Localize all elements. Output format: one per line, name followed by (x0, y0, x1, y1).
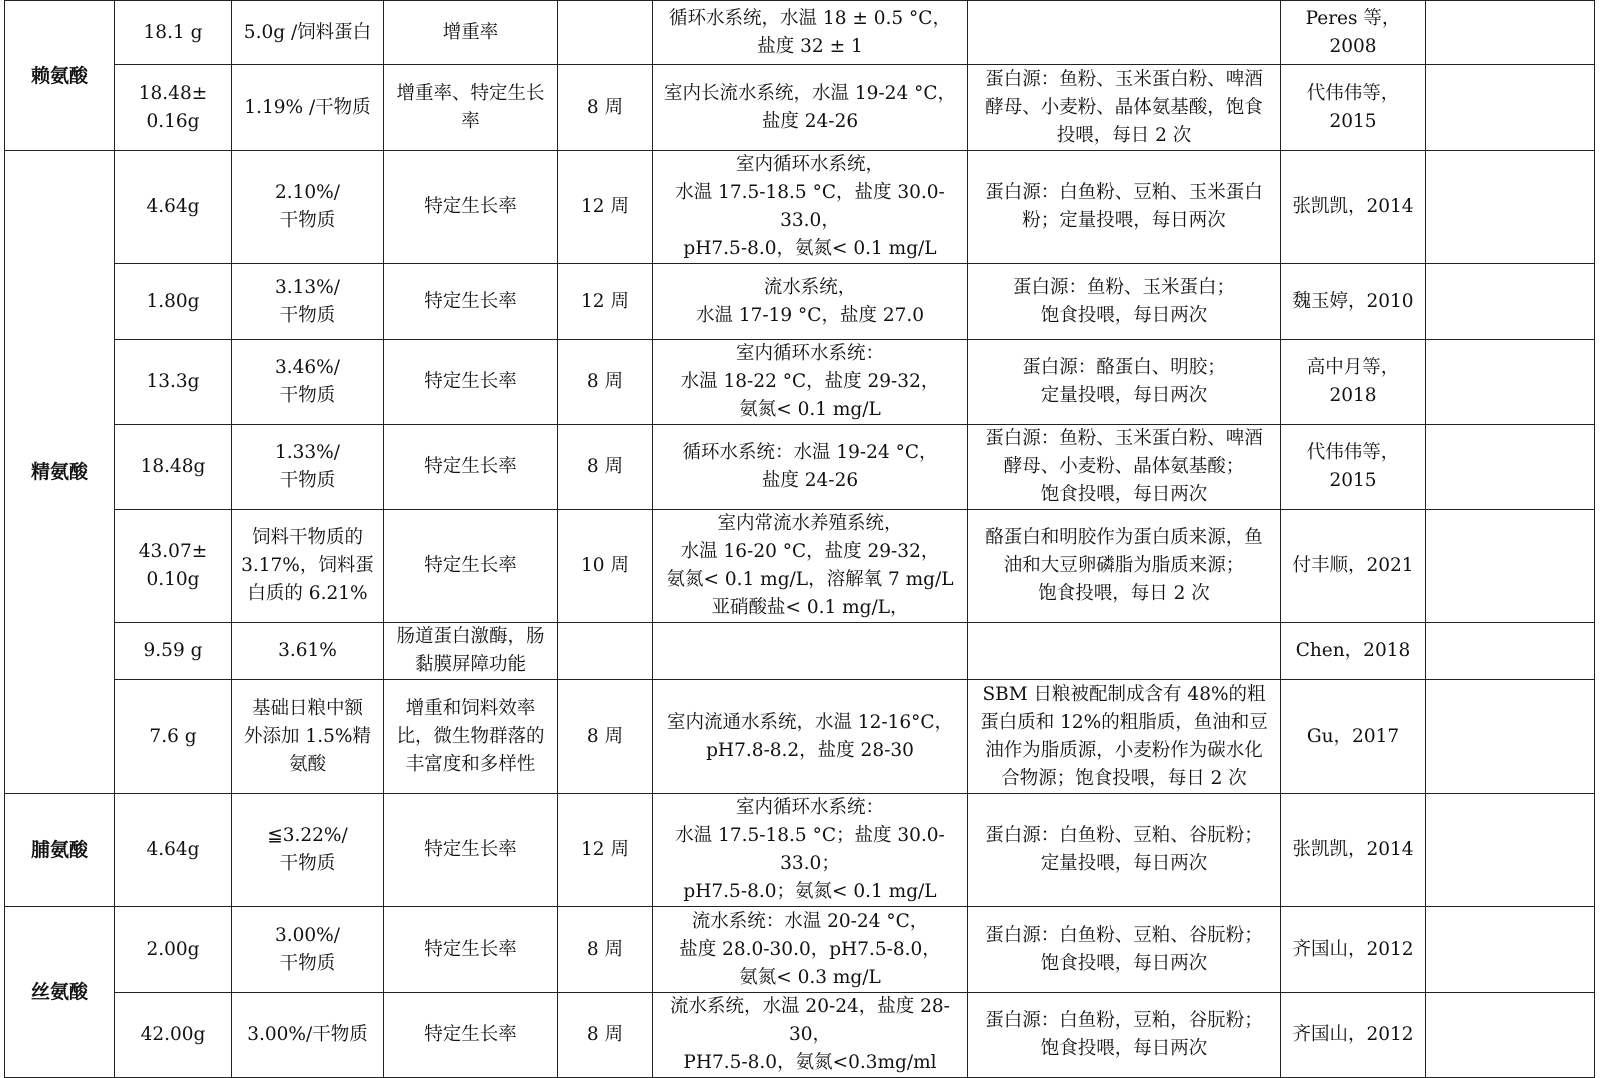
feed-details-cell (968, 794, 1281, 907)
cell-text-line: 基础日粮中额 (251, 697, 363, 719)
cell-text-line: 酵母、小麦粉、晶体氨基酸； (1003, 456, 1245, 477)
amino-acid-group-cell: 赖氨酸 (5, 1, 115, 151)
optimal-level-cell (232, 680, 384, 794)
amino-acid-group-cell: 脯氨酸 (5, 794, 115, 907)
cell-text-line: 18.48± (138, 82, 208, 104)
reference-cell (1281, 151, 1426, 264)
trial-period-cell: 8 周 (558, 65, 653, 151)
cell-text-line: 蛋白质和 12%的粗脂质，鱼油和豆 (980, 711, 1268, 733)
cell-text-line: 定量投喂，每日两次 (1040, 385, 1208, 406)
cell-text-line: 特定生长率 (424, 290, 517, 312)
evaluation-index-cell (384, 623, 558, 680)
feed-details-cell (968, 425, 1281, 510)
optimal-level-cell (232, 151, 384, 264)
empty-cell (1426, 623, 1595, 680)
culture-conditions-cell (653, 623, 968, 680)
evaluation-index-cell (384, 340, 558, 425)
cell-text-line: 增重和饲料效率 (405, 697, 536, 719)
optimal-level-cell (232, 907, 384, 993)
amino-acid-requirement-table (4, 0, 1595, 1078)
cell-text-line: 室内流通水系统，水温 12-16°C， (666, 711, 954, 733)
cell-text-line: 肠道蛋白激酶，肠 (396, 626, 545, 647)
cell-text-line: 特定生长率 (424, 456, 517, 477)
cell-text-line: 蛋白源：白鱼粉、豆粕、谷朊粉； (985, 825, 1263, 846)
feed-details-cell (968, 680, 1281, 794)
initial-weight-cell (115, 680, 232, 794)
cell-text-line: 4.64g (146, 839, 200, 860)
culture-conditions-cell (653, 340, 968, 425)
initial-weight-cell (115, 993, 232, 1078)
cell-text-line: ≦3.22%/ (267, 825, 348, 846)
cell-text-line: 循环水系统，水温 18 ± 0.5 °C， (669, 7, 951, 29)
amino-acid-group-cell: 丝氨酸 (5, 907, 115, 1078)
table-row (5, 65, 1595, 151)
cell-text-line: 丰富度和多样性 (405, 753, 536, 775)
cell-text-line: 亚硝酸盐< 0.1 mg/L， (711, 597, 909, 618)
cell-text-line: 蛋白源：白鱼粉，豆粕，谷朊粉； (985, 1010, 1263, 1031)
optimal-level-cell (232, 65, 384, 151)
cell-text-line: 18.1 g (143, 21, 203, 43)
cell-text-line: 9.59 g (143, 640, 203, 661)
evaluation-index-cell (384, 151, 558, 264)
cell-text-line: 蛋白源：鱼粉、玉米蛋白； (1012, 276, 1235, 298)
cell-text-line: 增重率 (442, 21, 499, 43)
table-row (5, 993, 1595, 1078)
cell-text-line: 流水系统， (763, 276, 857, 298)
trial-period-cell: 12 周 (558, 151, 653, 264)
optimal-level-cell (232, 264, 384, 340)
reference-cell (1281, 680, 1426, 794)
cell-text-line: Peres 等，2008 (1305, 7, 1401, 57)
feed-details-cell (968, 623, 1281, 680)
cell-text-line: 饱食投喂，每日两次 (1040, 1038, 1208, 1059)
empty-cell (1426, 65, 1595, 151)
cell-text-line: 氨氮< 0.3 mg/L (739, 966, 881, 988)
cell-text-line: 饱食投喂，每日 2 次 (1038, 583, 1210, 604)
table-row (5, 1, 1595, 65)
cell-text-line: 水温 16-20 °C，盐度 29-32， (680, 541, 940, 562)
reference-cell (1281, 993, 1426, 1078)
reference-cell (1281, 907, 1426, 993)
cell-text-line: 氨氮< 0.1 mg/L，溶解氧 7 mg/L (666, 569, 954, 590)
empty-cell (1426, 794, 1595, 907)
table-row (5, 680, 1595, 794)
cell-text-line: 氨酸 (288, 753, 326, 775)
cell-text-line: 特定生长率 (424, 371, 517, 392)
cell-text-line: 代伟伟等， (1306, 82, 1400, 104)
initial-weight-cell (115, 264, 232, 340)
initial-weight-cell (115, 794, 232, 907)
cell-text-line: 氨氮< 0.1 mg/L (739, 399, 881, 420)
cell-text-line: 干物质 (279, 470, 336, 491)
cell-text-line: 特定生长率 (424, 1024, 517, 1045)
cell-text-line: 3.17%，饲料蛋 (241, 555, 374, 576)
cell-text-line: 齐国山，2012 (1292, 938, 1414, 960)
cell-text-line: 0.10g (146, 569, 200, 590)
cell-text-line: 盐度 28.0-30.0，pH7.5-8.0， (679, 938, 941, 960)
cell-text-line: 合物源；饱食投喂，每日 2 次 (1001, 767, 1247, 789)
cell-text-line: 3.00%/ (274, 924, 340, 946)
cell-text-line: 盐度 24-26 (761, 470, 859, 491)
cell-text-line: 特定生长率 (424, 196, 517, 217)
cell-text-line: 3.00%/干物质 (247, 1024, 368, 1045)
cell-text-line: 1.19% /干物质 (244, 96, 371, 118)
empty-cell (1426, 907, 1595, 993)
reference-cell (1281, 264, 1426, 340)
table-body (5, 1, 1595, 1078)
evaluation-index-cell (384, 1, 558, 65)
feed-details-cell (968, 340, 1281, 425)
evaluation-index-cell (384, 65, 558, 151)
trial-period-cell: 8 周 (558, 680, 653, 794)
cell-text-line: 水温 17-19 °C，盐度 27.0 (695, 304, 925, 326)
empty-cell (1426, 510, 1595, 623)
cell-text-line: 饲料干物质的 (251, 527, 363, 548)
reference-cell (1281, 510, 1426, 623)
trial-period-cell: 12 周 (558, 794, 653, 907)
initial-weight-cell (115, 425, 232, 510)
optimal-level-cell (232, 623, 384, 680)
cell-text-line: pH7.5-8.0；氨氮< 0.1 mg/L (683, 881, 937, 902)
table-row (5, 510, 1595, 623)
cell-text-line: 饱食投喂，每日两次 (1040, 484, 1208, 505)
cell-text-line: 增重率、特定生长 (396, 82, 545, 104)
cell-text-line: 粉；定量投喂，每日两次 (1022, 210, 1226, 231)
culture-conditions-cell (653, 65, 968, 151)
culture-conditions-cell (653, 151, 968, 264)
cell-text-line: 定量投喂，每日两次 (1040, 853, 1208, 874)
feed-details-cell (968, 510, 1281, 623)
cell-text-line: 干物质 (279, 952, 336, 974)
cell-text-line: 高中月等， (1306, 357, 1400, 378)
cell-text-line: pH7.8-8.2，盐度 28-30 (706, 739, 914, 761)
cell-text-line: 代伟伟等， (1306, 442, 1400, 463)
evaluation-index-cell (384, 993, 558, 1078)
cell-text-line: 油作为脂质源，小麦粉作为碳水化 (985, 739, 1263, 761)
cell-text-line: 42.00g (140, 1024, 206, 1045)
cell-text-line: 室内循环水系统： (735, 797, 884, 818)
trial-period-cell: 10 周 (558, 510, 653, 623)
cell-text-line: 水温 17.5-18.5 °C；盐度 30.0-33.0； (675, 825, 945, 874)
optimal-level-cell (232, 794, 384, 907)
initial-weight-cell (115, 623, 232, 680)
culture-conditions-cell (653, 907, 968, 993)
cell-text-line: 张凯凯，2014 (1292, 839, 1414, 860)
culture-conditions-cell (653, 680, 968, 794)
cell-text-line: 齐国山，2012 (1292, 1024, 1414, 1045)
trial-period-cell: 12 周 (558, 264, 653, 340)
cell-text-line: 室内循环水系统： (735, 343, 884, 364)
empty-cell (1426, 680, 1595, 794)
cell-text-line: 室内常流水养殖系统， (717, 513, 903, 534)
cell-text-line: 蛋白源：白鱼粉、豆粕、谷朊粉； (985, 924, 1263, 946)
initial-weight-cell (115, 510, 232, 623)
culture-conditions-cell (653, 425, 968, 510)
optimal-level-cell (232, 510, 384, 623)
cell-text-line: 黏膜屏障功能 (414, 654, 526, 675)
cell-text-line: 外添加 1.5%精 (244, 725, 371, 747)
empty-cell (1426, 151, 1595, 264)
cell-text-line: 付丰顺，2021 (1292, 555, 1414, 576)
cell-text-line: 43.07± (138, 541, 208, 562)
reference-cell (1281, 65, 1426, 151)
cell-text-line: 4.64g (146, 196, 200, 217)
cell-text-line: 2015 (1329, 110, 1377, 132)
table-row (5, 907, 1595, 993)
evaluation-index-cell (384, 907, 558, 993)
cell-text-line: 2015 (1329, 470, 1377, 491)
cell-text-line: 投喂，每日 2 次 (1056, 124, 1192, 146)
trial-period-cell (558, 623, 653, 680)
cell-text-line: 室内长流水系统，水温 19-24 °C， (664, 82, 956, 104)
cell-text-line: 室内循环水系统， (735, 154, 884, 175)
feed-details-cell (968, 1, 1281, 65)
cell-text-line: 张凯凯，2014 (1292, 196, 1414, 217)
table-row (5, 264, 1595, 340)
initial-weight-cell (115, 151, 232, 264)
cell-text-line: Chen，2018 (1295, 640, 1411, 661)
trial-period-cell (558, 1, 653, 65)
cell-text-line: 盐度 32 ± 1 (757, 35, 863, 57)
cell-text-line: 13.3g (146, 371, 200, 392)
cell-text-line: 1.80g (146, 290, 200, 312)
reference-cell (1281, 623, 1426, 680)
cell-text-line: SBM 日粮被配制成含有 48%的粗 (982, 683, 1266, 705)
empty-cell (1426, 264, 1595, 340)
cell-text-line: 饱食投喂，每日两次 (1040, 952, 1208, 974)
evaluation-index-cell (384, 680, 558, 794)
cell-text-line: 18.48g (140, 456, 206, 477)
trial-period-cell: 8 周 (558, 340, 653, 425)
cell-text-line: 蛋白源：鱼粉、玉米蛋白粉、啤酒 (985, 68, 1263, 90)
cell-text-line: PH7.5-8.0，氨氮<0.3mg/ml (683, 1052, 937, 1073)
cell-text-line: Gu，2017 (1306, 725, 1400, 747)
cell-text-line: 蛋白源：酪蛋白、明胶； (1022, 357, 1226, 378)
cell-text-line: 特定生长率 (424, 839, 517, 860)
reference-cell (1281, 794, 1426, 907)
cell-text-line: 魏玉婷，2010 (1292, 290, 1414, 312)
empty-cell (1426, 1, 1595, 65)
optimal-level-cell (232, 993, 384, 1078)
cell-text-line: 饱食投喂，每日两次 (1040, 304, 1208, 326)
cell-text-line: 干物质 (279, 385, 336, 406)
empty-cell (1426, 993, 1595, 1078)
cell-text-line: 3.13%/ (274, 276, 340, 298)
evaluation-index-cell (384, 425, 558, 510)
cell-text-line: 比，微生物群落的 (396, 725, 545, 747)
optimal-level-cell (232, 340, 384, 425)
initial-weight-cell (115, 907, 232, 993)
cell-text-line: 干物质 (279, 210, 336, 231)
reference-cell (1281, 425, 1426, 510)
cell-text-line: 蛋白源：白鱼粉、豆粕、玉米蛋白 (985, 182, 1263, 203)
culture-conditions-cell (653, 510, 968, 623)
cell-text-line: 流水系统，水温 20-24，盐度 28-30， (670, 996, 950, 1045)
reference-cell (1281, 340, 1426, 425)
feed-details-cell (968, 65, 1281, 151)
table-row (5, 425, 1595, 510)
trial-period-cell: 8 周 (558, 993, 653, 1078)
feed-details-cell (968, 907, 1281, 993)
cell-text-line: 7.6 g (149, 725, 197, 747)
empty-cell (1426, 425, 1595, 510)
table-row (5, 794, 1595, 907)
cell-text-line: 干物质 (279, 853, 336, 874)
cell-text-line: 0.16g (146, 110, 200, 132)
cell-text-line: 5.0g /饲料蛋白 (243, 21, 372, 43)
feed-details-cell (968, 264, 1281, 340)
cell-text-line: 蛋白源：鱼粉、玉米蛋白粉、啤酒 (985, 428, 1263, 449)
reference-cell (1281, 1, 1426, 65)
culture-conditions-cell (653, 794, 968, 907)
feed-details-cell (968, 151, 1281, 264)
table-row (5, 340, 1595, 425)
initial-weight-cell (115, 1, 232, 65)
evaluation-index-cell (384, 264, 558, 340)
cell-text-line: 特定生长率 (424, 555, 517, 576)
optimal-level-cell (232, 425, 384, 510)
culture-conditions-cell (653, 1, 968, 65)
amino-acid-group-cell: 精氨酸 (5, 151, 115, 794)
optimal-level-cell (232, 1, 384, 65)
trial-period-cell: 8 周 (558, 425, 653, 510)
feed-details-cell (968, 993, 1281, 1078)
cell-text-line: 3.61% (278, 640, 337, 661)
cell-text-line: 循环水系统：水温 19-24 °C， (682, 442, 938, 463)
culture-conditions-cell (653, 264, 968, 340)
cell-text-line: 流水系统：水温 20-24 °C， (691, 910, 929, 932)
cell-text-line: 水温 17.5-18.5 °C，盐度 30.0-33.0， (675, 182, 945, 231)
cell-text-line: 油和大豆卵磷脂为脂质来源； (1003, 555, 1245, 576)
cell-text-line: 1.33%/ (274, 442, 340, 463)
cell-text-line: 特定生长率 (424, 938, 517, 960)
table-row (5, 151, 1595, 264)
initial-weight-cell (115, 65, 232, 151)
table-row (5, 623, 1595, 680)
initial-weight-cell (115, 340, 232, 425)
cell-text-line: 3.46%/ (274, 357, 340, 378)
trial-period-cell: 8 周 (558, 907, 653, 993)
empty-cell (1426, 340, 1595, 425)
cell-text-line: 水温 18-22 °C，盐度 29-32， (680, 371, 940, 392)
cell-text-line: 盐度 24-26 (761, 110, 859, 132)
cell-text-line: pH7.5-8.0，氨氮< 0.1 mg/L (683, 238, 937, 259)
cell-text-line: 酪蛋白和明胶作为蛋白质来源，鱼 (985, 527, 1263, 548)
evaluation-index-cell (384, 510, 558, 623)
cell-text-line: 2.00g (146, 938, 200, 960)
cell-text-line: 干物质 (279, 304, 336, 326)
evaluation-index-cell (384, 794, 558, 907)
cell-text-line: 2.10%/ (274, 182, 340, 203)
cell-text-line: 率 (461, 110, 480, 132)
cell-text-line: 酵母、小麦粉、晶体氨基酸，饱食 (985, 96, 1263, 118)
culture-conditions-cell (653, 993, 968, 1078)
cell-text-line: 白质的 6.21% (247, 583, 368, 604)
cell-text-line: 2018 (1329, 385, 1377, 406)
